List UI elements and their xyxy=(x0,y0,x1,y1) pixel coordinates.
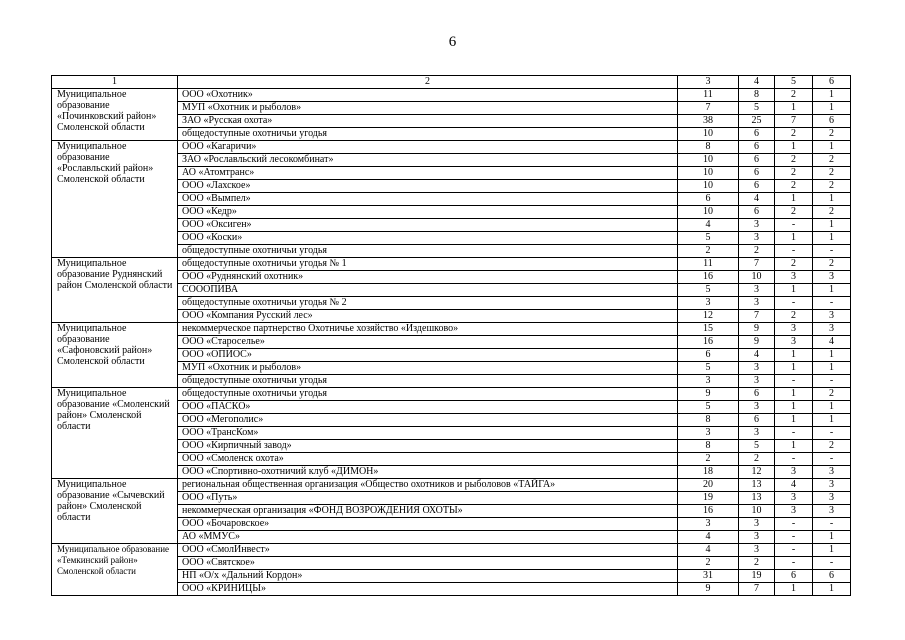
area-value-cell: 6 xyxy=(678,193,739,206)
value-cell: 3 xyxy=(813,505,851,518)
value-cell: 3 xyxy=(775,336,813,349)
value-cell: 2 xyxy=(813,128,851,141)
column-number: 6 xyxy=(813,76,851,89)
value-cell: 1 xyxy=(775,102,813,115)
value-cell: - xyxy=(775,375,813,388)
area-value-cell: 4 xyxy=(678,531,739,544)
value-cell: 19 xyxy=(739,570,775,583)
value-cell: - xyxy=(775,531,813,544)
column-number: 3 xyxy=(678,76,739,89)
value-cell: 4 xyxy=(813,336,851,349)
value-cell: 3 xyxy=(739,284,775,297)
area-value-cell: 8 xyxy=(678,141,739,154)
value-cell: 2 xyxy=(813,154,851,167)
value-cell: 6 xyxy=(813,115,851,128)
value-cell: - xyxy=(813,297,851,310)
value-cell: 6 xyxy=(739,206,775,219)
municipality-cell: Муниципальное образование «Сафоновский район» Смоленской области xyxy=(52,323,178,388)
area-value-cell: 10 xyxy=(678,206,739,219)
table-row xyxy=(52,258,851,271)
value-cell: 3 xyxy=(739,518,775,531)
hunting-user-cell: ООО «Кагаричи» xyxy=(178,141,678,154)
value-cell: 3 xyxy=(813,492,851,505)
table-row xyxy=(52,479,851,492)
value-cell: 3 xyxy=(739,362,775,375)
value-cell: 1 xyxy=(775,401,813,414)
area-value-cell: 12 xyxy=(678,310,739,323)
hunting-user-cell: некоммерческое партнерство Охотничье хозяйство «Издешково» xyxy=(178,323,678,336)
area-value-cell: 7 xyxy=(678,102,739,115)
value-cell: 2 xyxy=(813,388,851,401)
hunting-user-cell: ООО «КРИНИЦЫ» xyxy=(178,583,678,596)
value-cell: 7 xyxy=(739,583,775,596)
area-value-cell: 11 xyxy=(678,258,739,271)
value-cell: 3 xyxy=(775,466,813,479)
municipality-cell: Муниципальное образование «Смоленский район» Смоленской области xyxy=(52,388,178,479)
value-cell: - xyxy=(775,453,813,466)
value-cell: 2 xyxy=(739,557,775,570)
area-value-cell: 5 xyxy=(678,401,739,414)
hunting-user-cell: НП «О/х «Дальний Кордон» xyxy=(178,570,678,583)
value-cell: 2 xyxy=(775,206,813,219)
value-cell: 2 xyxy=(739,245,775,258)
value-cell: 2 xyxy=(813,258,851,271)
hunting-user-cell: ООО «ОПИОС» xyxy=(178,349,678,362)
value-cell: 1 xyxy=(775,349,813,362)
value-cell: 1 xyxy=(813,401,851,414)
hunting-user-cell: ООО «Староселье» xyxy=(178,336,678,349)
value-cell: 3 xyxy=(739,232,775,245)
column-number: 4 xyxy=(739,76,775,89)
value-cell: 2 xyxy=(775,154,813,167)
area-value-cell: 6 xyxy=(678,349,739,362)
value-cell: - xyxy=(775,219,813,232)
hunting-user-cell: ООО «Святское» xyxy=(178,557,678,570)
value-cell: - xyxy=(813,557,851,570)
value-cell: 1 xyxy=(775,232,813,245)
value-cell: 3 xyxy=(775,323,813,336)
value-cell: - xyxy=(775,518,813,531)
value-cell: 3 xyxy=(813,479,851,492)
hunting-user-cell: СОООПИВА xyxy=(178,284,678,297)
area-value-cell: 8 xyxy=(678,414,739,427)
value-cell: 1 xyxy=(813,583,851,596)
hunting-user-cell: МУП «Охотник и рыболов» xyxy=(178,362,678,375)
value-cell: 13 xyxy=(739,479,775,492)
value-cell: 3 xyxy=(775,505,813,518)
value-cell: 12 xyxy=(739,466,775,479)
value-cell: 1 xyxy=(775,141,813,154)
column-number: 1 xyxy=(52,76,178,89)
value-cell: 25 xyxy=(739,115,775,128)
area-value-cell: 3 xyxy=(678,518,739,531)
value-cell: 4 xyxy=(739,193,775,206)
value-cell: 2 xyxy=(813,206,851,219)
value-cell: - xyxy=(775,544,813,557)
hunting-user-cell: ООО «Смоленск охота» xyxy=(178,453,678,466)
hunting-user-cell: ООО «Оксиген» xyxy=(178,219,678,232)
area-value-cell: 16 xyxy=(678,336,739,349)
value-cell: 1 xyxy=(813,102,851,115)
area-value-cell: 11 xyxy=(678,89,739,102)
table-row xyxy=(52,141,851,154)
value-cell: 1 xyxy=(813,349,851,362)
value-cell: 1 xyxy=(775,583,813,596)
value-cell: 9 xyxy=(739,336,775,349)
value-cell: 3 xyxy=(813,323,851,336)
area-value-cell: 18 xyxy=(678,466,739,479)
value-cell: 2 xyxy=(739,453,775,466)
hunting-user-cell: общедоступные охотничьи угодья xyxy=(178,388,678,401)
value-cell: - xyxy=(775,557,813,570)
column-number-row xyxy=(52,76,851,89)
value-cell: 2 xyxy=(813,440,851,453)
value-cell: 3 xyxy=(739,427,775,440)
area-value-cell: 31 xyxy=(678,570,739,583)
value-cell: 1 xyxy=(813,89,851,102)
hunting-user-cell: ООО «Спортивно-охотничий клуб «ДИМОН» xyxy=(178,466,678,479)
value-cell: 2 xyxy=(775,167,813,180)
hunting-user-cell: ООО «ПАСКО» xyxy=(178,401,678,414)
value-cell: - xyxy=(775,427,813,440)
value-cell: - xyxy=(813,245,851,258)
area-value-cell: 2 xyxy=(678,557,739,570)
municipality-cell: Муниципальное образование Руднянский район Смоленской области xyxy=(52,258,178,323)
value-cell: 10 xyxy=(739,505,775,518)
hunting-user-cell: некоммерческая организация «ФОНД ВОЗРОЖДЕНИЯ ОХОТЫ» xyxy=(178,505,678,518)
value-cell: 6 xyxy=(739,414,775,427)
column-number: 2 xyxy=(178,76,678,89)
hunting-user-cell: МУП «Охотник и рыболов» xyxy=(178,102,678,115)
value-cell: 3 xyxy=(775,492,813,505)
value-cell: 3 xyxy=(739,544,775,557)
table-row xyxy=(52,388,851,401)
value-cell: 6 xyxy=(775,570,813,583)
hunting-user-cell: ООО «Руднянский охотник» xyxy=(178,271,678,284)
value-cell: 7 xyxy=(739,258,775,271)
area-value-cell: 10 xyxy=(678,180,739,193)
value-cell: 2 xyxy=(775,128,813,141)
hunting-user-cell: ООО «Бочаровское» xyxy=(178,518,678,531)
value-cell: - xyxy=(813,453,851,466)
hunting-user-cell: общедоступные охотничьи угодья № 1 xyxy=(178,258,678,271)
value-cell: 6 xyxy=(739,180,775,193)
value-cell: 1 xyxy=(813,531,851,544)
hunting-user-cell: ООО «Кирпичный завод» xyxy=(178,440,678,453)
area-value-cell: 19 xyxy=(678,492,739,505)
value-cell: 4 xyxy=(739,349,775,362)
area-value-cell: 5 xyxy=(678,232,739,245)
hunting-user-cell: ЗАО «Рославльский лесокомбинат» xyxy=(178,154,678,167)
page-number: 6 xyxy=(448,34,457,50)
value-cell: 3 xyxy=(739,297,775,310)
value-cell: 1 xyxy=(775,284,813,297)
area-value-cell: 2 xyxy=(678,453,739,466)
hunting-user-cell: ООО «Коски» xyxy=(178,232,678,245)
value-cell: 6 xyxy=(739,141,775,154)
value-cell: 2 xyxy=(775,258,813,271)
value-cell: 1 xyxy=(775,440,813,453)
value-cell: 7 xyxy=(739,310,775,323)
area-value-cell: 5 xyxy=(678,284,739,297)
hunting-user-cell: ЗАО «Русская охота» xyxy=(178,115,678,128)
table-row xyxy=(52,323,851,336)
hunting-user-cell: ООО «ТрансКом» xyxy=(178,427,678,440)
area-value-cell: 5 xyxy=(678,362,739,375)
value-cell: 3 xyxy=(739,531,775,544)
area-value-cell: 16 xyxy=(678,271,739,284)
value-cell: 4 xyxy=(775,479,813,492)
value-cell: 1 xyxy=(813,232,851,245)
area-value-cell: 2 xyxy=(678,245,739,258)
value-cell: 6 xyxy=(739,167,775,180)
hunting-user-cell: АО «Атомтранс» xyxy=(178,167,678,180)
value-cell: 2 xyxy=(813,167,851,180)
hunting-user-cell: ООО «Кедр» xyxy=(178,206,678,219)
hunting-user-cell: ООО «Путь» xyxy=(178,492,678,505)
area-value-cell: 8 xyxy=(678,440,739,453)
value-cell: 7 xyxy=(775,115,813,128)
table-row xyxy=(52,89,851,102)
value-cell: 10 xyxy=(739,271,775,284)
value-cell: 1 xyxy=(813,414,851,427)
value-cell: 1 xyxy=(775,388,813,401)
hunting-grounds-table xyxy=(51,75,851,596)
value-cell: 1 xyxy=(813,219,851,232)
value-cell: 2 xyxy=(775,89,813,102)
value-cell: 1 xyxy=(775,193,813,206)
value-cell: 3 xyxy=(739,401,775,414)
hunting-user-cell: ООО «Мегополис» xyxy=(178,414,678,427)
hunting-user-cell: ООО «Охотник» xyxy=(178,89,678,102)
value-cell: 6 xyxy=(739,128,775,141)
area-value-cell: 15 xyxy=(678,323,739,336)
hunting-user-cell: региональная общественная организация «Общество охотников и рыболовов «ТАЙГА» xyxy=(178,479,678,492)
value-cell: 6 xyxy=(739,154,775,167)
hunting-user-cell: общедоступные охотничьи угодья № 2 xyxy=(178,297,678,310)
area-value-cell: 4 xyxy=(678,544,739,557)
table-row xyxy=(52,544,851,557)
value-cell: 5 xyxy=(739,102,775,115)
area-value-cell: 3 xyxy=(678,297,739,310)
value-cell: 5 xyxy=(739,440,775,453)
value-cell: - xyxy=(775,297,813,310)
value-cell: - xyxy=(813,375,851,388)
municipality-cell: Муниципальное образование «Рославльский район» Смоленской области xyxy=(52,141,178,258)
value-cell: 1 xyxy=(813,141,851,154)
value-cell: 3 xyxy=(813,271,851,284)
column-number: 5 xyxy=(775,76,813,89)
value-cell: 6 xyxy=(739,388,775,401)
value-cell: 1 xyxy=(813,362,851,375)
area-value-cell: 9 xyxy=(678,388,739,401)
area-value-cell: 3 xyxy=(678,375,739,388)
hunting-user-cell: общедоступные охотничьи угодья xyxy=(178,245,678,258)
value-cell: 3 xyxy=(813,310,851,323)
value-cell: - xyxy=(775,245,813,258)
value-cell: 2 xyxy=(813,180,851,193)
hunting-user-cell: ООО «Вымпел» xyxy=(178,193,678,206)
value-cell: 3 xyxy=(775,271,813,284)
municipality-cell: Муниципальное образование «Починковский район» Смоленской области xyxy=(52,89,178,141)
area-value-cell: 4 xyxy=(678,219,739,232)
value-cell: 8 xyxy=(739,89,775,102)
municipality-cell: Муниципальное образование «Темкинский район» Смоленской области xyxy=(52,544,178,596)
hunting-user-cell: АО «ММУС» xyxy=(178,531,678,544)
value-cell: 1 xyxy=(775,414,813,427)
hunting-user-cell: ООО «Лахское» xyxy=(178,180,678,193)
value-cell: 3 xyxy=(739,219,775,232)
hunting-user-cell: общедоступные охотничьи угодья xyxy=(178,128,678,141)
value-cell: 2 xyxy=(775,310,813,323)
area-value-cell: 9 xyxy=(678,583,739,596)
area-value-cell: 20 xyxy=(678,479,739,492)
hunting-user-cell: ООО «СмолИнвест» xyxy=(178,544,678,557)
area-value-cell: 10 xyxy=(678,128,739,141)
value-cell: 1 xyxy=(775,362,813,375)
value-cell: 1 xyxy=(813,544,851,557)
value-cell: - xyxy=(813,518,851,531)
area-value-cell: 10 xyxy=(678,167,739,180)
value-cell: 3 xyxy=(739,375,775,388)
value-cell: 9 xyxy=(739,323,775,336)
municipality-cell: Муниципальное образование «Сычевский район» Смоленской области xyxy=(52,479,178,544)
value-cell: - xyxy=(813,427,851,440)
area-value-cell: 10 xyxy=(678,154,739,167)
area-value-cell: 38 xyxy=(678,115,739,128)
value-cell: 3 xyxy=(813,466,851,479)
value-cell: 13 xyxy=(739,492,775,505)
area-value-cell: 16 xyxy=(678,505,739,518)
value-cell: 6 xyxy=(813,570,851,583)
hunting-user-cell: общедоступные охотничьи угодья xyxy=(178,375,678,388)
value-cell: 1 xyxy=(813,193,851,206)
value-cell: 2 xyxy=(775,180,813,193)
value-cell: 1 xyxy=(813,284,851,297)
area-value-cell: 3 xyxy=(678,427,739,440)
hunting-user-cell: ООО «Компания Русский лес» xyxy=(178,310,678,323)
